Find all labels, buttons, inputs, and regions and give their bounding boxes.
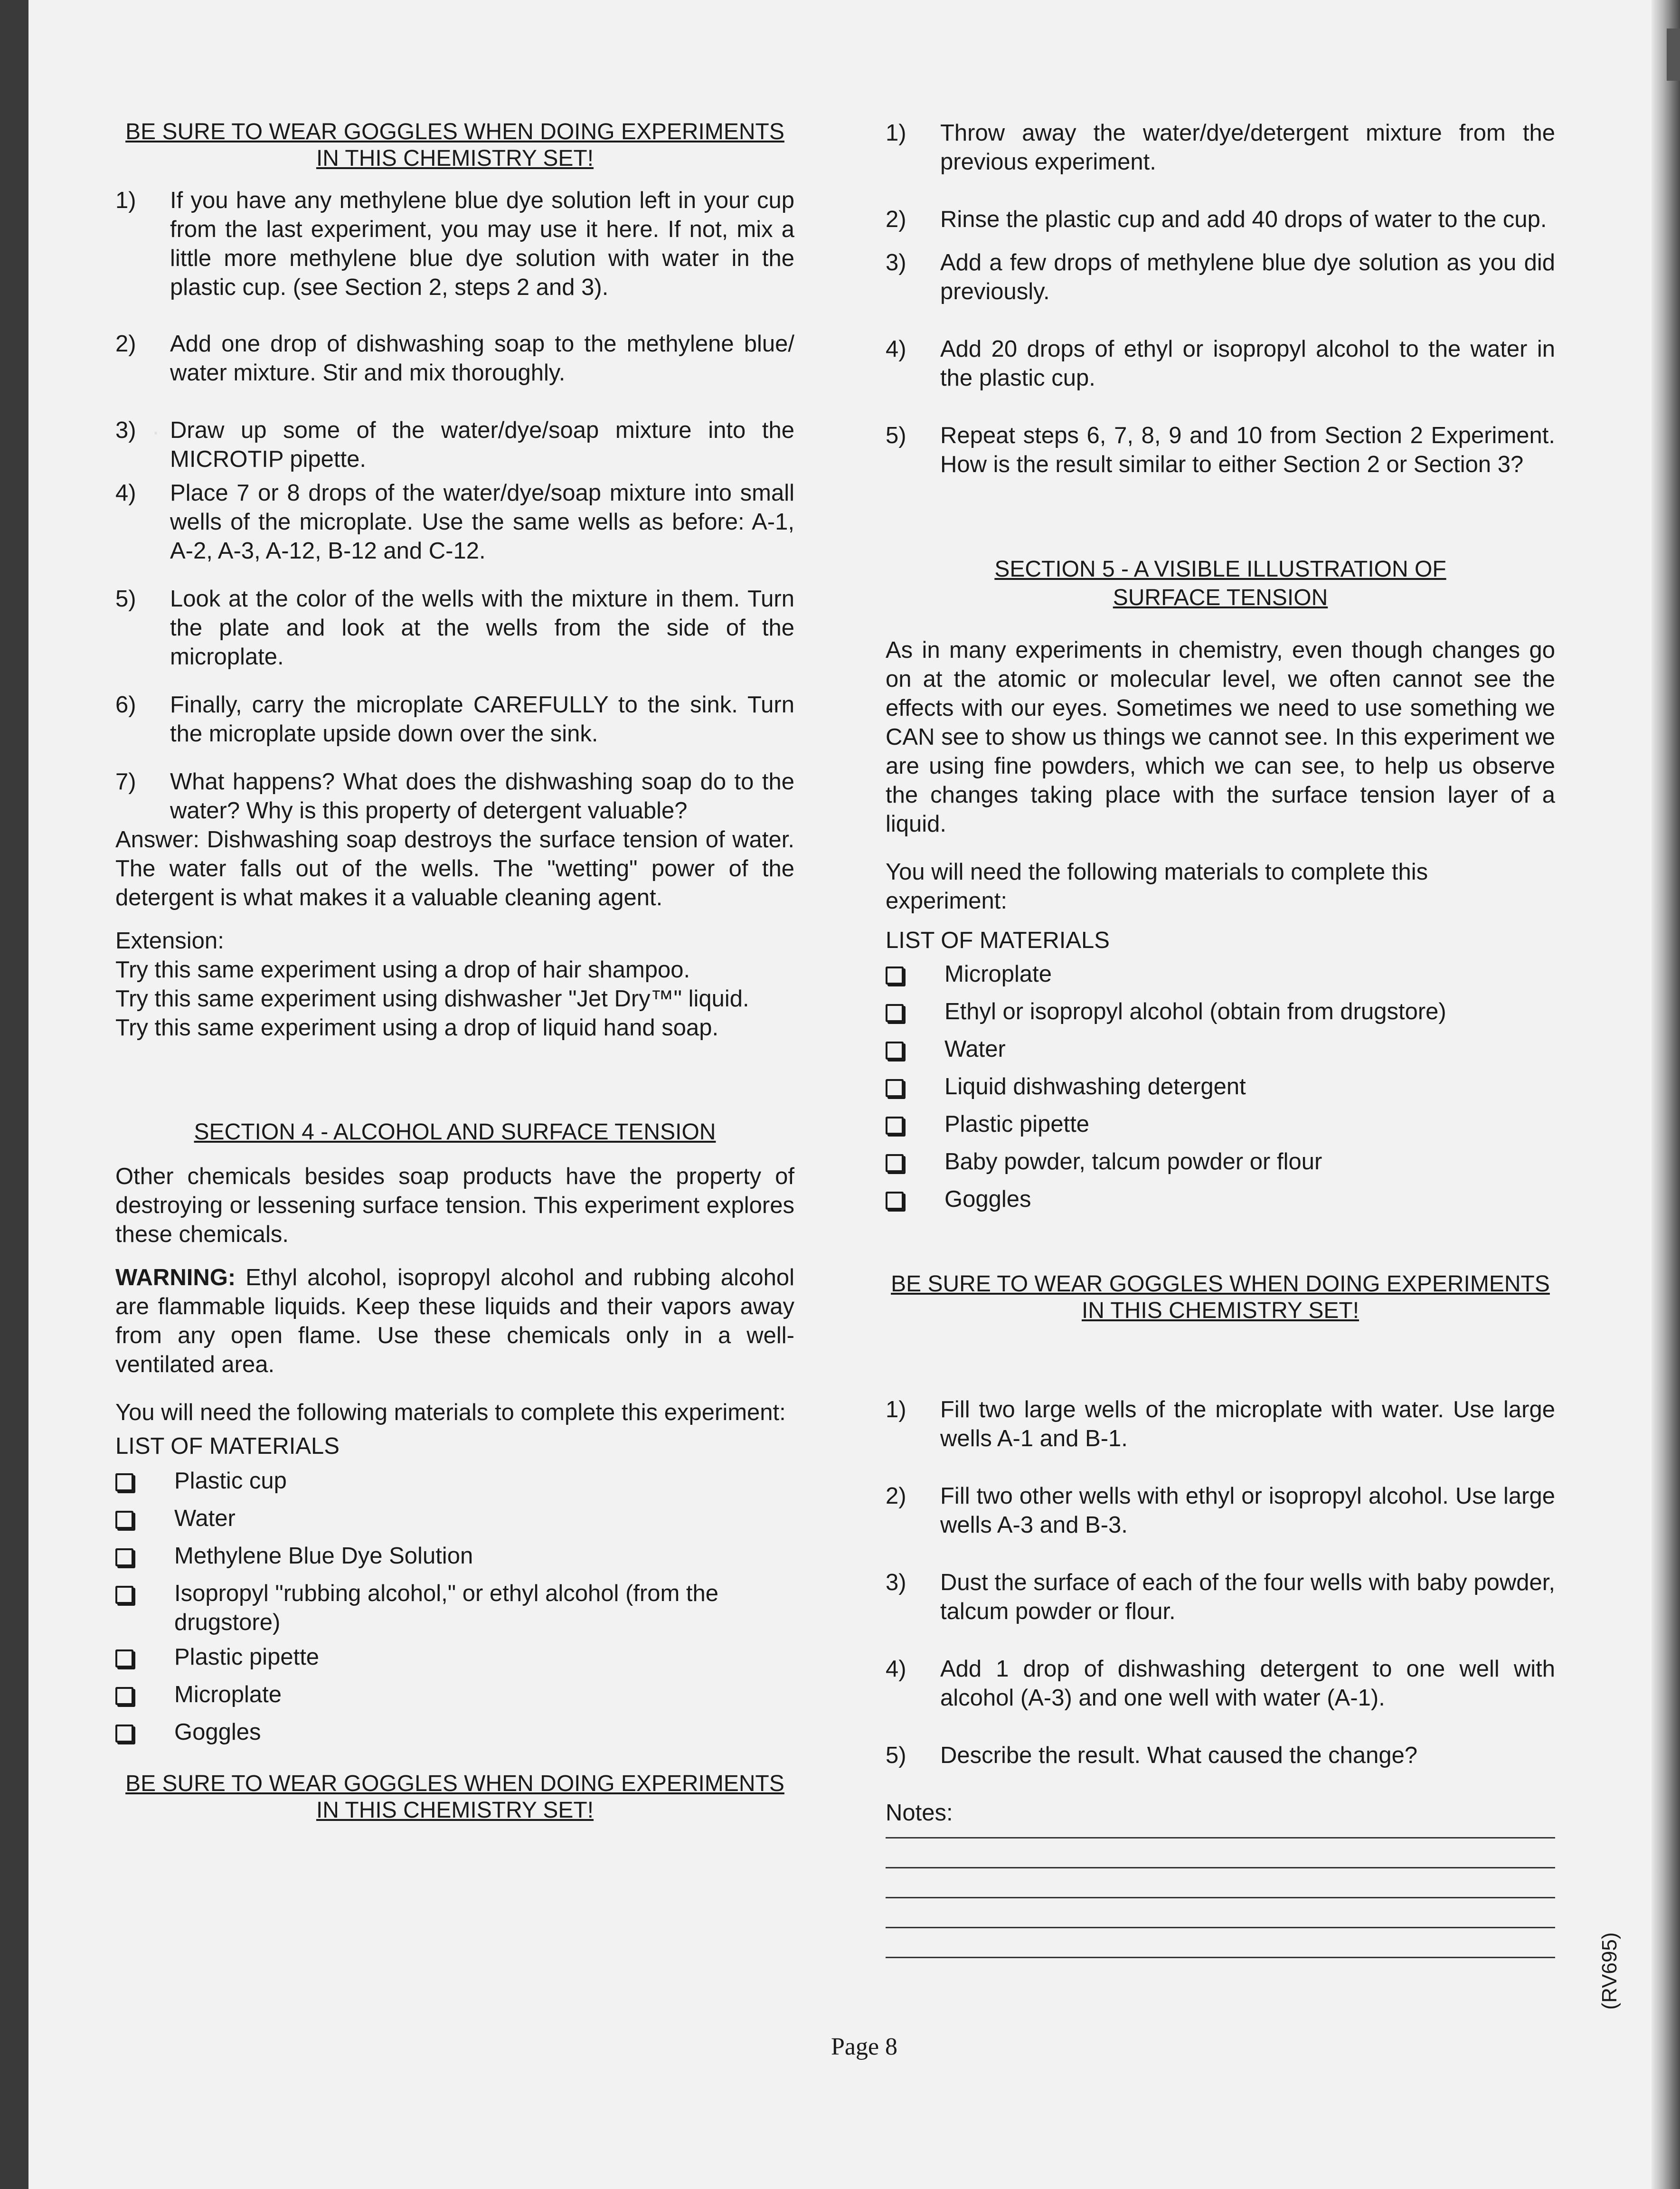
material-item: Methylene Blue Dye Solution bbox=[115, 1542, 794, 1571]
right-step-1: 1) Throw away the water/dye/detergent mixture from the previous experiment. bbox=[886, 120, 1555, 175]
checkbox-icon[interactable] bbox=[886, 1042, 904, 1060]
materials-list-right bbox=[886, 960, 1555, 1214]
answer-text: Answer: Dishwashing soap destroys the surface tension of water. The water falls out of the wells. The "wetting" power of the detergent is what makes it a valuable cleaning agent. bbox=[115, 827, 794, 910]
right-column bbox=[886, 119, 1555, 1958]
notes-line[interactable] bbox=[886, 1898, 1555, 1928]
warning-label: WARNING: bbox=[115, 1265, 236, 1290]
material-item: Plastic cup bbox=[115, 1467, 794, 1496]
notes-line[interactable] bbox=[886, 1838, 1555, 1868]
left-step-2: 2) Add one drop of dishwashing soap to the methylene blue/ water mixture. Stir and mix thoroughly. bbox=[115, 331, 794, 386]
left-step-5: 5) Look at the color of the wells with the mixture in them. Turn the plate and look at the wells from the side of the microplate. bbox=[115, 586, 794, 670]
page-number: Page 8 bbox=[831, 2033, 898, 2060]
left-step-6: 6) Finally, carry the microplate CAREFULLY to the sink. Turn the microplate upside down over the sink. bbox=[115, 692, 794, 747]
left-step-1: 1) If you have any methylene blue dye solution left in your cup from the last experiment, you may use it here. If not, mix a little more methylene blue dye solution with water in the plastic cup. (see Section 2, steps 2 and 3). bbox=[115, 188, 794, 300]
right-step-3: 3) Add a few drops of methylene blue dye solution as you did previously. bbox=[886, 250, 1555, 304]
section4-intro: Other chemicals besides soap products have the property of destroying or lessening surface tension. This experiment explores these chemicals. bbox=[115, 1164, 794, 1247]
extension-title: Extension: bbox=[115, 928, 224, 954]
material-item: Microplate bbox=[115, 1680, 794, 1709]
material-item: Liquid dishwashing detergent bbox=[886, 1072, 1555, 1101]
material-item: Microplate bbox=[886, 960, 1555, 989]
left-column bbox=[115, 119, 794, 1824]
right-part2-step-3: 3) Dust the surface of each of the four wells with baby powder, talcum powder or flour. bbox=[886, 1570, 1555, 1624]
material-item: Plastic pipette bbox=[115, 1643, 794, 1672]
material-item: Plastic pipette bbox=[886, 1110, 1555, 1139]
material-item: Water bbox=[886, 1035, 1555, 1064]
right-step-5: 5) Repeat steps 6, 7, 8, 9 and 10 from Section 2 Experiment. How is the result similar to either Section 2 or Section 3? bbox=[886, 423, 1555, 477]
right-part2-step-1: 1) Fill two large wells of the microplate with water. Use large wells A-1 and B-1. bbox=[886, 1397, 1555, 1451]
checkbox-icon[interactable] bbox=[886, 1154, 904, 1172]
materials-title: LIST OF MATERIALS bbox=[886, 928, 1110, 953]
checkbox-icon[interactable] bbox=[115, 1725, 133, 1743]
right-part2-step-4: 4) Add 1 drop of dishwashing detergent to one well with alcohol (A-3) and one well with water (A-1). bbox=[886, 1656, 1555, 1711]
materials-intro: You will need the following materials to complete this experiment: bbox=[886, 859, 1428, 914]
materials-intro: You will need the following materials to complete this experiment: bbox=[115, 1400, 786, 1425]
material-item: Goggles bbox=[115, 1718, 794, 1747]
materials-list-left bbox=[115, 1467, 794, 1747]
notes-line[interactable] bbox=[886, 1809, 1555, 1838]
right-step-2: 2) Rinse the plastic cup and add 40 drops of water to the cup. bbox=[886, 207, 1547, 232]
notes-label: Notes: bbox=[886, 1800, 953, 1826]
document-code: (RV695) bbox=[1598, 1932, 1621, 2010]
goggles-warning-bottom-left: BE SURE TO WEAR GOGGLES WHEN DOING EXPERIMENTS IN THIS CHEMISTRY SET! bbox=[125, 1771, 784, 1823]
materials-title: LIST OF MATERIALS bbox=[115, 1433, 340, 1459]
checkbox-icon[interactable] bbox=[115, 1511, 133, 1529]
checkbox-icon[interactable] bbox=[886, 967, 904, 985]
checkbox-icon[interactable] bbox=[886, 1004, 904, 1022]
notes-line[interactable] bbox=[886, 1928, 1555, 1958]
notes-line[interactable] bbox=[886, 1868, 1555, 1898]
goggles-warning-top-left: BE SURE TO WEAR GOGGLES WHEN DOING EXPERIMENTS IN THIS CHEMISTRY SET! bbox=[125, 119, 784, 171]
extension-line: Try this same experiment using a drop of liquid hand soap. bbox=[115, 1015, 719, 1041]
warning-text: Ethyl alcohol, isopropyl alcohol and rubbing alcohol are flammable liquids. Keep these liquids and their vapors away from any open flame. Use these chemicals only in a well-ventilated area. bbox=[115, 1265, 794, 1377]
material-item: Ethyl or isopropyl alcohol (obtain from drugstore) bbox=[886, 997, 1555, 1026]
checkbox-icon[interactable] bbox=[886, 1192, 904, 1210]
extension-line: Try this same experiment using dishwasher "Jet Dry™" liquid. bbox=[115, 986, 749, 1012]
bleed-through: · bbox=[152, 419, 160, 445]
section4-title: SECTION 4 - ALCOHOL AND SURFACE TENSION bbox=[194, 1119, 716, 1145]
section5-intro: As in many experiments in chemistry, even though changes go on at the atomic or molecular level, we often cannot see the effects with our eyes. Sometimes we need to use something we CAN see to show us things we cannot see. In this experiment we are using fine powders, which we can see, to help us observe the changes taking place with the surface tension layer of a liquid. bbox=[886, 637, 1555, 837]
extension-line: Try this same experiment using a drop of hair shampoo. bbox=[115, 957, 690, 983]
material-item: Water bbox=[115, 1504, 794, 1533]
right-part2-step-2: 2) Fill two other wells with ethyl or isopropyl alcohol. Use large wells A-3 and B-3. bbox=[886, 1483, 1555, 1538]
checkbox-icon[interactable] bbox=[115, 1473, 133, 1491]
warning-paragraph bbox=[115, 1263, 794, 1379]
goggles-warning-right: BE SURE TO WEAR GOGGLES WHEN DOING EXPERIMENTS IN THIS CHEMISTRY SET! bbox=[891, 1271, 1550, 1323]
material-item: Isopropyl "rubbing alcohol," or ethyl alcohol (from the drugstore) bbox=[115, 1579, 794, 1637]
section5-title: SECTION 5 - A VISIBLE ILLUSTRATION OF SURFACE TENSION bbox=[994, 557, 1446, 610]
checkbox-icon[interactable] bbox=[115, 1649, 133, 1668]
left-step-4: 4) Place 7 or 8 drops of the water/dye/soap mixture into small wells of the microplate. Use the same wells as before: A-1, A-2, A-3, A-12, B-12 and C-12. bbox=[115, 480, 794, 564]
right-step-4: 4) Add 20 drops of ethyl or isopropyl alcohol to the water in the plastic cup. bbox=[886, 336, 1555, 391]
left-step-7: 7) What happens? What does the dishwashing soap do to the water? Why is this property of detergent valuable? bbox=[115, 769, 794, 824]
checkbox-icon[interactable] bbox=[115, 1548, 133, 1566]
checkbox-icon[interactable] bbox=[115, 1687, 133, 1705]
left-step-3: 3) Draw up some of the water/dye/soap mixture into the MICROTIP pipette. bbox=[115, 417, 794, 472]
material-item: Baby powder, talcum powder or flour bbox=[886, 1147, 1555, 1176]
checkbox-icon[interactable] bbox=[886, 1117, 904, 1135]
right-part2-step-5: 5) Describe the result. What caused the change? bbox=[886, 1743, 1418, 1768]
binding-hole bbox=[1667, 28, 1680, 81]
checkbox-icon[interactable] bbox=[115, 1586, 133, 1604]
checkbox-icon[interactable] bbox=[886, 1079, 904, 1097]
page-edge bbox=[1652, 0, 1680, 2189]
material-item: Goggles bbox=[886, 1185, 1555, 1214]
